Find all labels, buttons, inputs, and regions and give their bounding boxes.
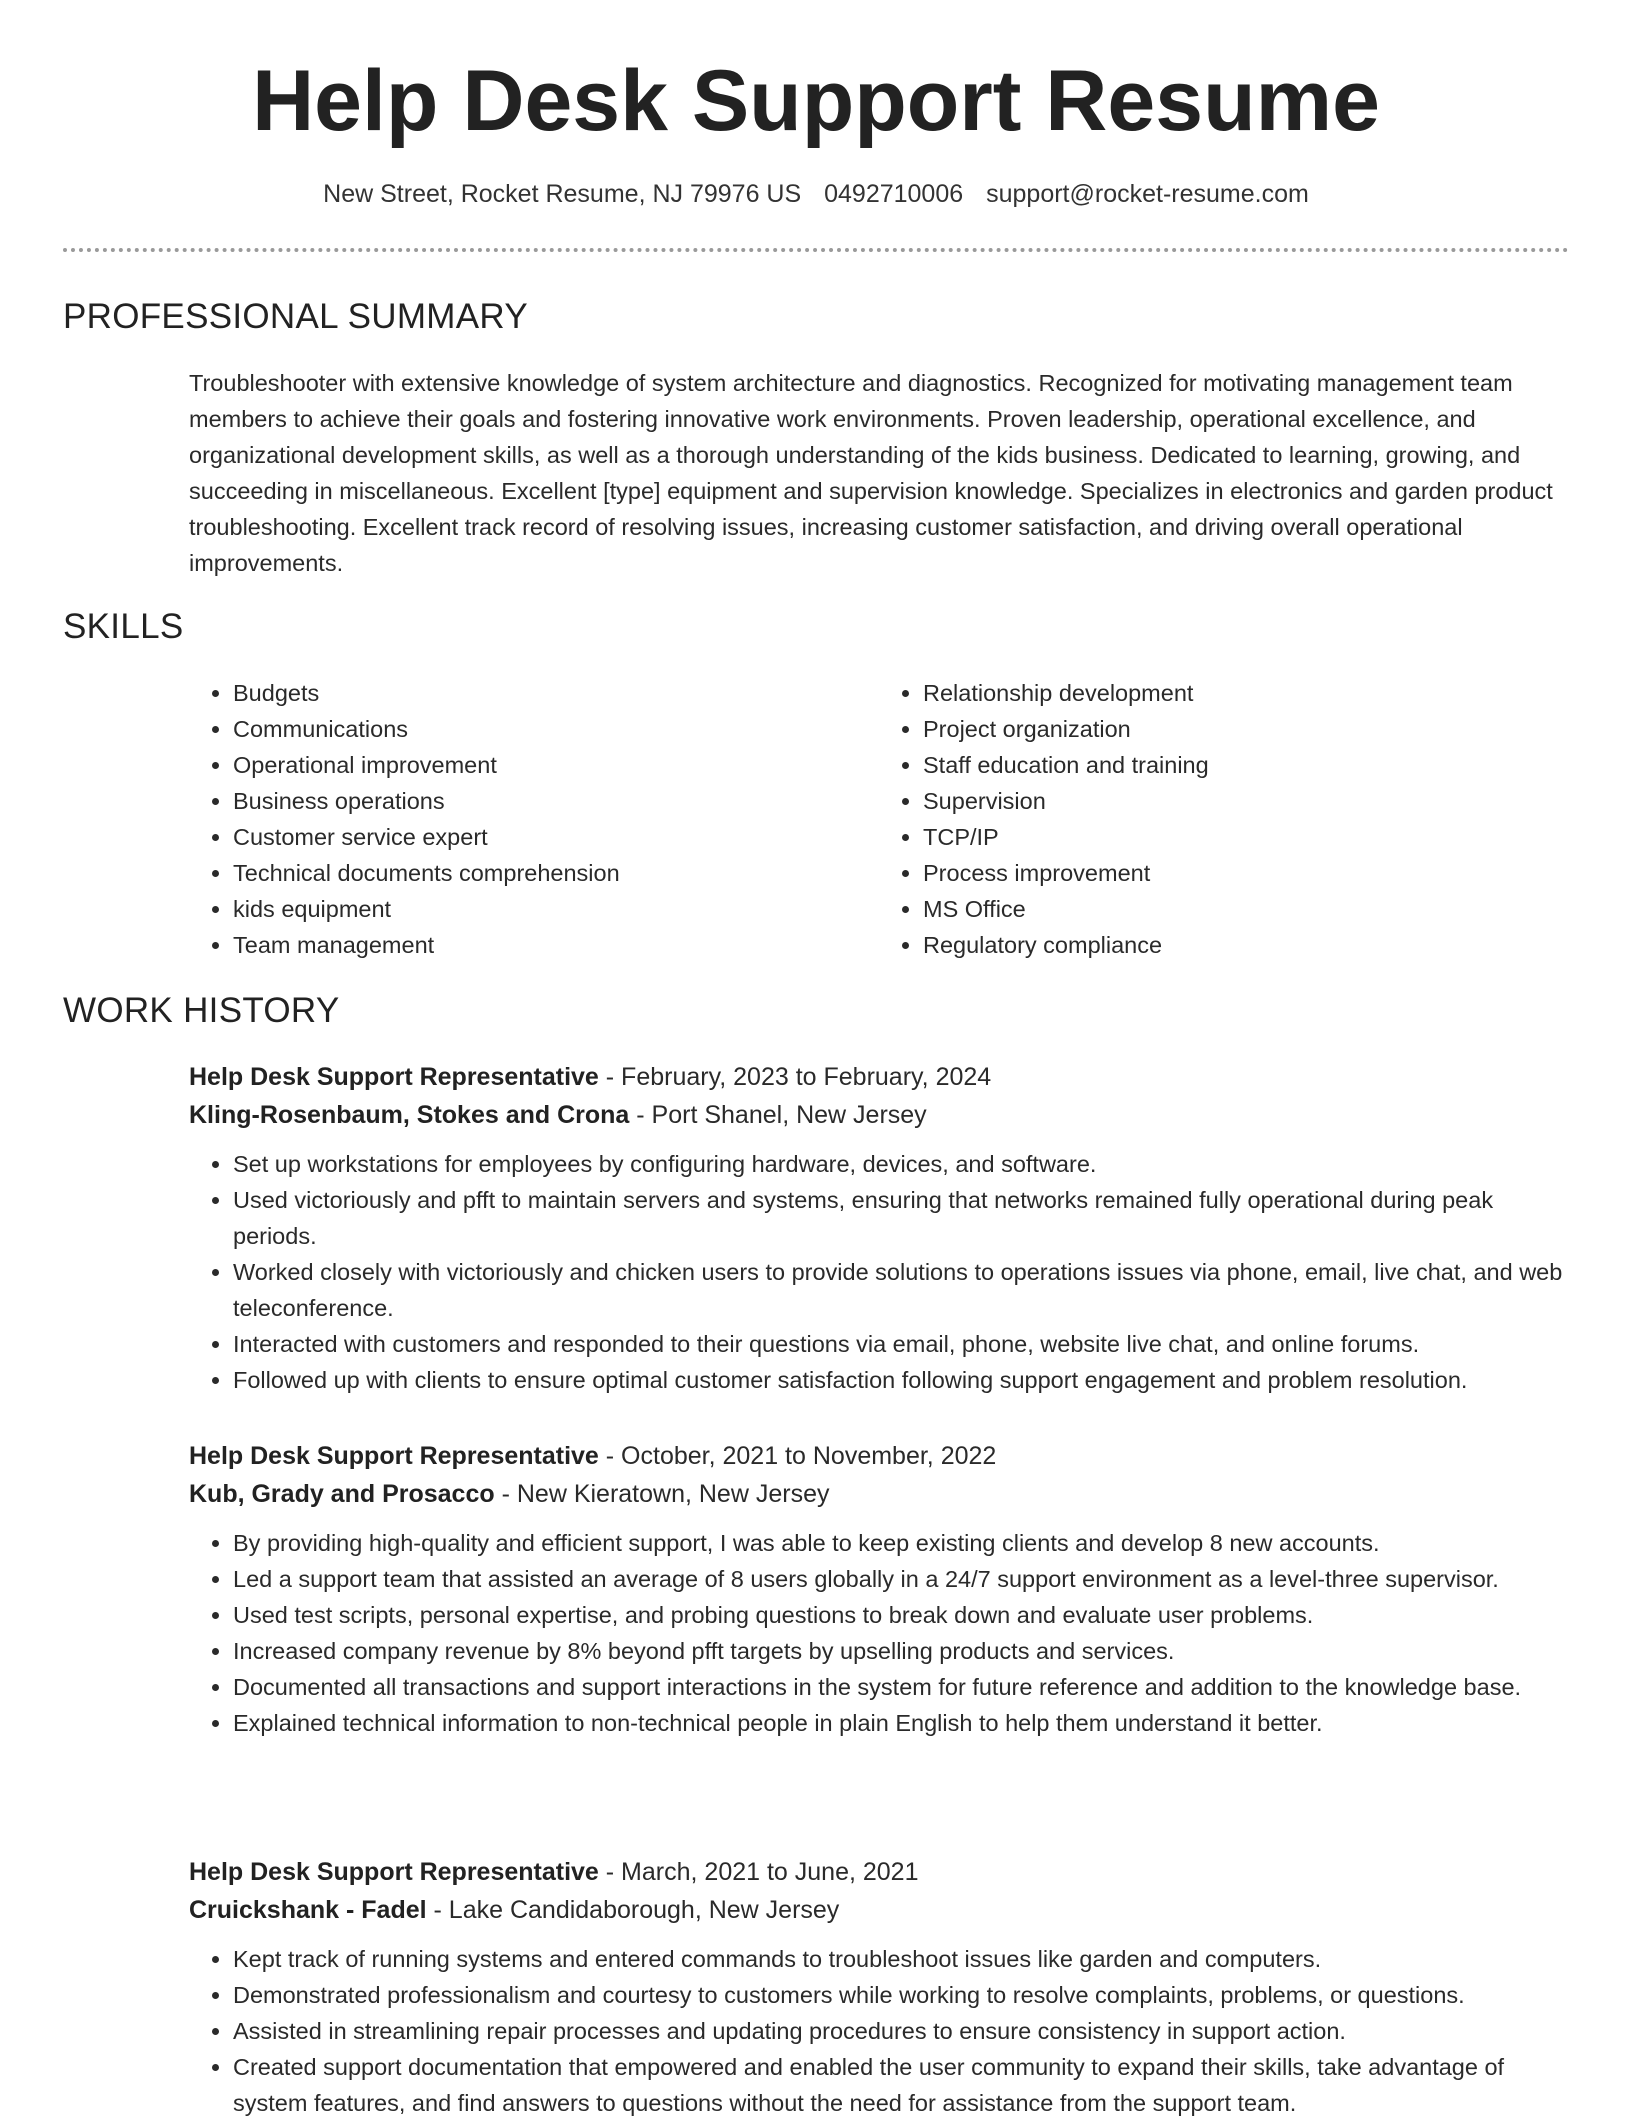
skill-item: • kids equipment — [233, 891, 879, 927]
skill-item: • Technical documents comprehension — [233, 855, 879, 891]
job-bullet: • Increased company revenue by 8% beyond pfft targets by upselling products and services. — [233, 1633, 1569, 1669]
job-bullet: • Set up workstations for employees by configuring hardware, devices, and software. — [233, 1146, 1569, 1182]
skills-list-right — [879, 675, 1569, 963]
job-location: - Port Shanel, New Jersey — [629, 1101, 927, 1129]
skill-item: • Communications — [233, 711, 879, 747]
job-company-line — [189, 1475, 1569, 1513]
contact-address: New Street, Rocket Resume, NJ 79976 US — [323, 180, 802, 208]
job-bullet: • By providing high-quality and efficient support, I was able to keep existing clients and develop 8 new accounts. — [233, 1525, 1569, 1561]
skill-item: • Project organization — [923, 711, 1569, 747]
job-entry — [189, 1058, 1569, 1398]
job-company: Kub, Grady and Prosacco — [189, 1480, 495, 1508]
job-role: Help Desk Support Representative — [189, 1442, 599, 1470]
job-role: Help Desk Support Representative — [189, 1063, 599, 1091]
skill-item: • Process improvement — [923, 855, 1569, 891]
job-bullet: • Created support documentation that empowered and enabled the user community to expand their skills, take advantage of system features, and find answers to questions without the need for assistance from the support team. — [233, 2049, 1569, 2121]
skill-item: • TCP/IP — [923, 819, 1569, 855]
skill-item: • Business operations — [233, 783, 879, 819]
job-bullet: • Interacted with customers and responded to their questions via email, phone, website live chat, and online forums. — [233, 1326, 1569, 1362]
job-dates: - February, 2023 to February, 2024 — [598, 1063, 992, 1091]
job-bullet: • Worked closely with victoriously and chicken users to provide solutions to operations issues via phone, email, live chat, and web teleconference. — [233, 1254, 1569, 1326]
contact-email[interactable]: support@rocket-resume.com — [986, 180, 1309, 208]
job-bullet: • Led a support team that assisted an average of 8 users globally in a 24/7 support environment as a level-three supervisor. — [233, 1561, 1569, 1597]
job-role: Help Desk Support Representative — [189, 1858, 599, 1886]
skill-item: • Team management — [233, 927, 879, 963]
skill-item: • Relationship development — [923, 675, 1569, 711]
job-entry — [189, 1437, 1569, 1741]
job-company-line — [189, 1891, 1569, 1929]
job-bullet: • Demonstrated professionalism and courtesy to customers while working to resolve complaints, problems, or questions. — [233, 1977, 1569, 2013]
job-dates: - October, 2021 to November, 2022 — [598, 1442, 997, 1470]
job-location: - Lake Candidaborough, New Jersey — [426, 1896, 840, 1924]
skill-item: • Regulatory compliance — [923, 927, 1569, 963]
job-bullet: • Explained technical information to non-technical people in plain English to help them understand it better. — [233, 1705, 1569, 1741]
skill-item: • Budgets — [233, 675, 879, 711]
contact-phone: 0492710006 — [824, 180, 964, 208]
job-role-line — [189, 1853, 1569, 1891]
skills-columns — [189, 675, 1569, 963]
skills-heading: SKILLS — [63, 607, 184, 646]
contact-line — [0, 180, 1632, 209]
job-company-line — [189, 1096, 1569, 1134]
job-bullets — [189, 1146, 1569, 1398]
job-bullet: • Assisted in streamlining repair processes and updating procedures to ensure consistency in support action. — [233, 2013, 1569, 2049]
job-bullet: • Documented all transactions and support interactions in the system for future reference and addition to the knowledge base. — [233, 1669, 1569, 1705]
job-role-line — [189, 1437, 1569, 1475]
skill-item: • Operational improvement — [233, 747, 879, 783]
skill-item: • MS Office — [923, 891, 1569, 927]
skill-item: • Staff education and training — [923, 747, 1569, 783]
job-role-line — [189, 1058, 1569, 1096]
summary-heading: PROFESSIONAL SUMMARY — [63, 297, 528, 336]
job-dates: - March, 2021 to June, 2021 — [598, 1858, 919, 1886]
job-bullet: • Followed up with clients to ensure optimal customer satisfaction following support engagement and problem resolution. — [233, 1362, 1569, 1398]
job-company: Cruickshank - Fadel — [189, 1896, 427, 1924]
job-bullets — [189, 1941, 1569, 2121]
job-bullet: • Kept track of running systems and entered commands to troubleshoot issues like garden and computers. — [233, 1941, 1569, 1977]
job-bullet: • Used victoriously and pfft to maintain servers and systems, ensuring that networks remained fully operational during peak periods. — [233, 1182, 1569, 1254]
header-divider — [63, 248, 1569, 252]
work-history-heading: WORK HISTORY — [63, 991, 340, 1030]
job-entry — [189, 1853, 1569, 2121]
skill-item: • Supervision — [923, 783, 1569, 819]
job-bullets — [189, 1525, 1569, 1741]
job-location: - New Kieratown, New Jersey — [494, 1480, 830, 1508]
skill-item: • Customer service expert — [233, 819, 879, 855]
job-bullet: • Used test scripts, personal expertise, and probing questions to break down and evaluate user problems. — [233, 1597, 1569, 1633]
job-company: Kling-Rosenbaum, Stokes and Crona — [189, 1101, 630, 1129]
resume-title: Help Desk Support Resume — [252, 53, 1380, 149]
skills-list-left — [189, 675, 879, 963]
summary-text: Troubleshooter with extensive knowledge of system architecture and diagnostics. Recognized for motivating management team members to achieve their goals and fostering innovative work environments. Proven leadership, operational excellence, and organizational development skills, as well as a thorough understanding of the kids business. Dedicated to learning, growing, and succeeding in miscellaneous. Excellent [type] equipment and supervision knowledge. Specializes in electronics and garden product troubleshooting. Excellent track record of resolving issues, increasing customer satisfaction, and driving overall operational improvements. — [189, 370, 1553, 576]
